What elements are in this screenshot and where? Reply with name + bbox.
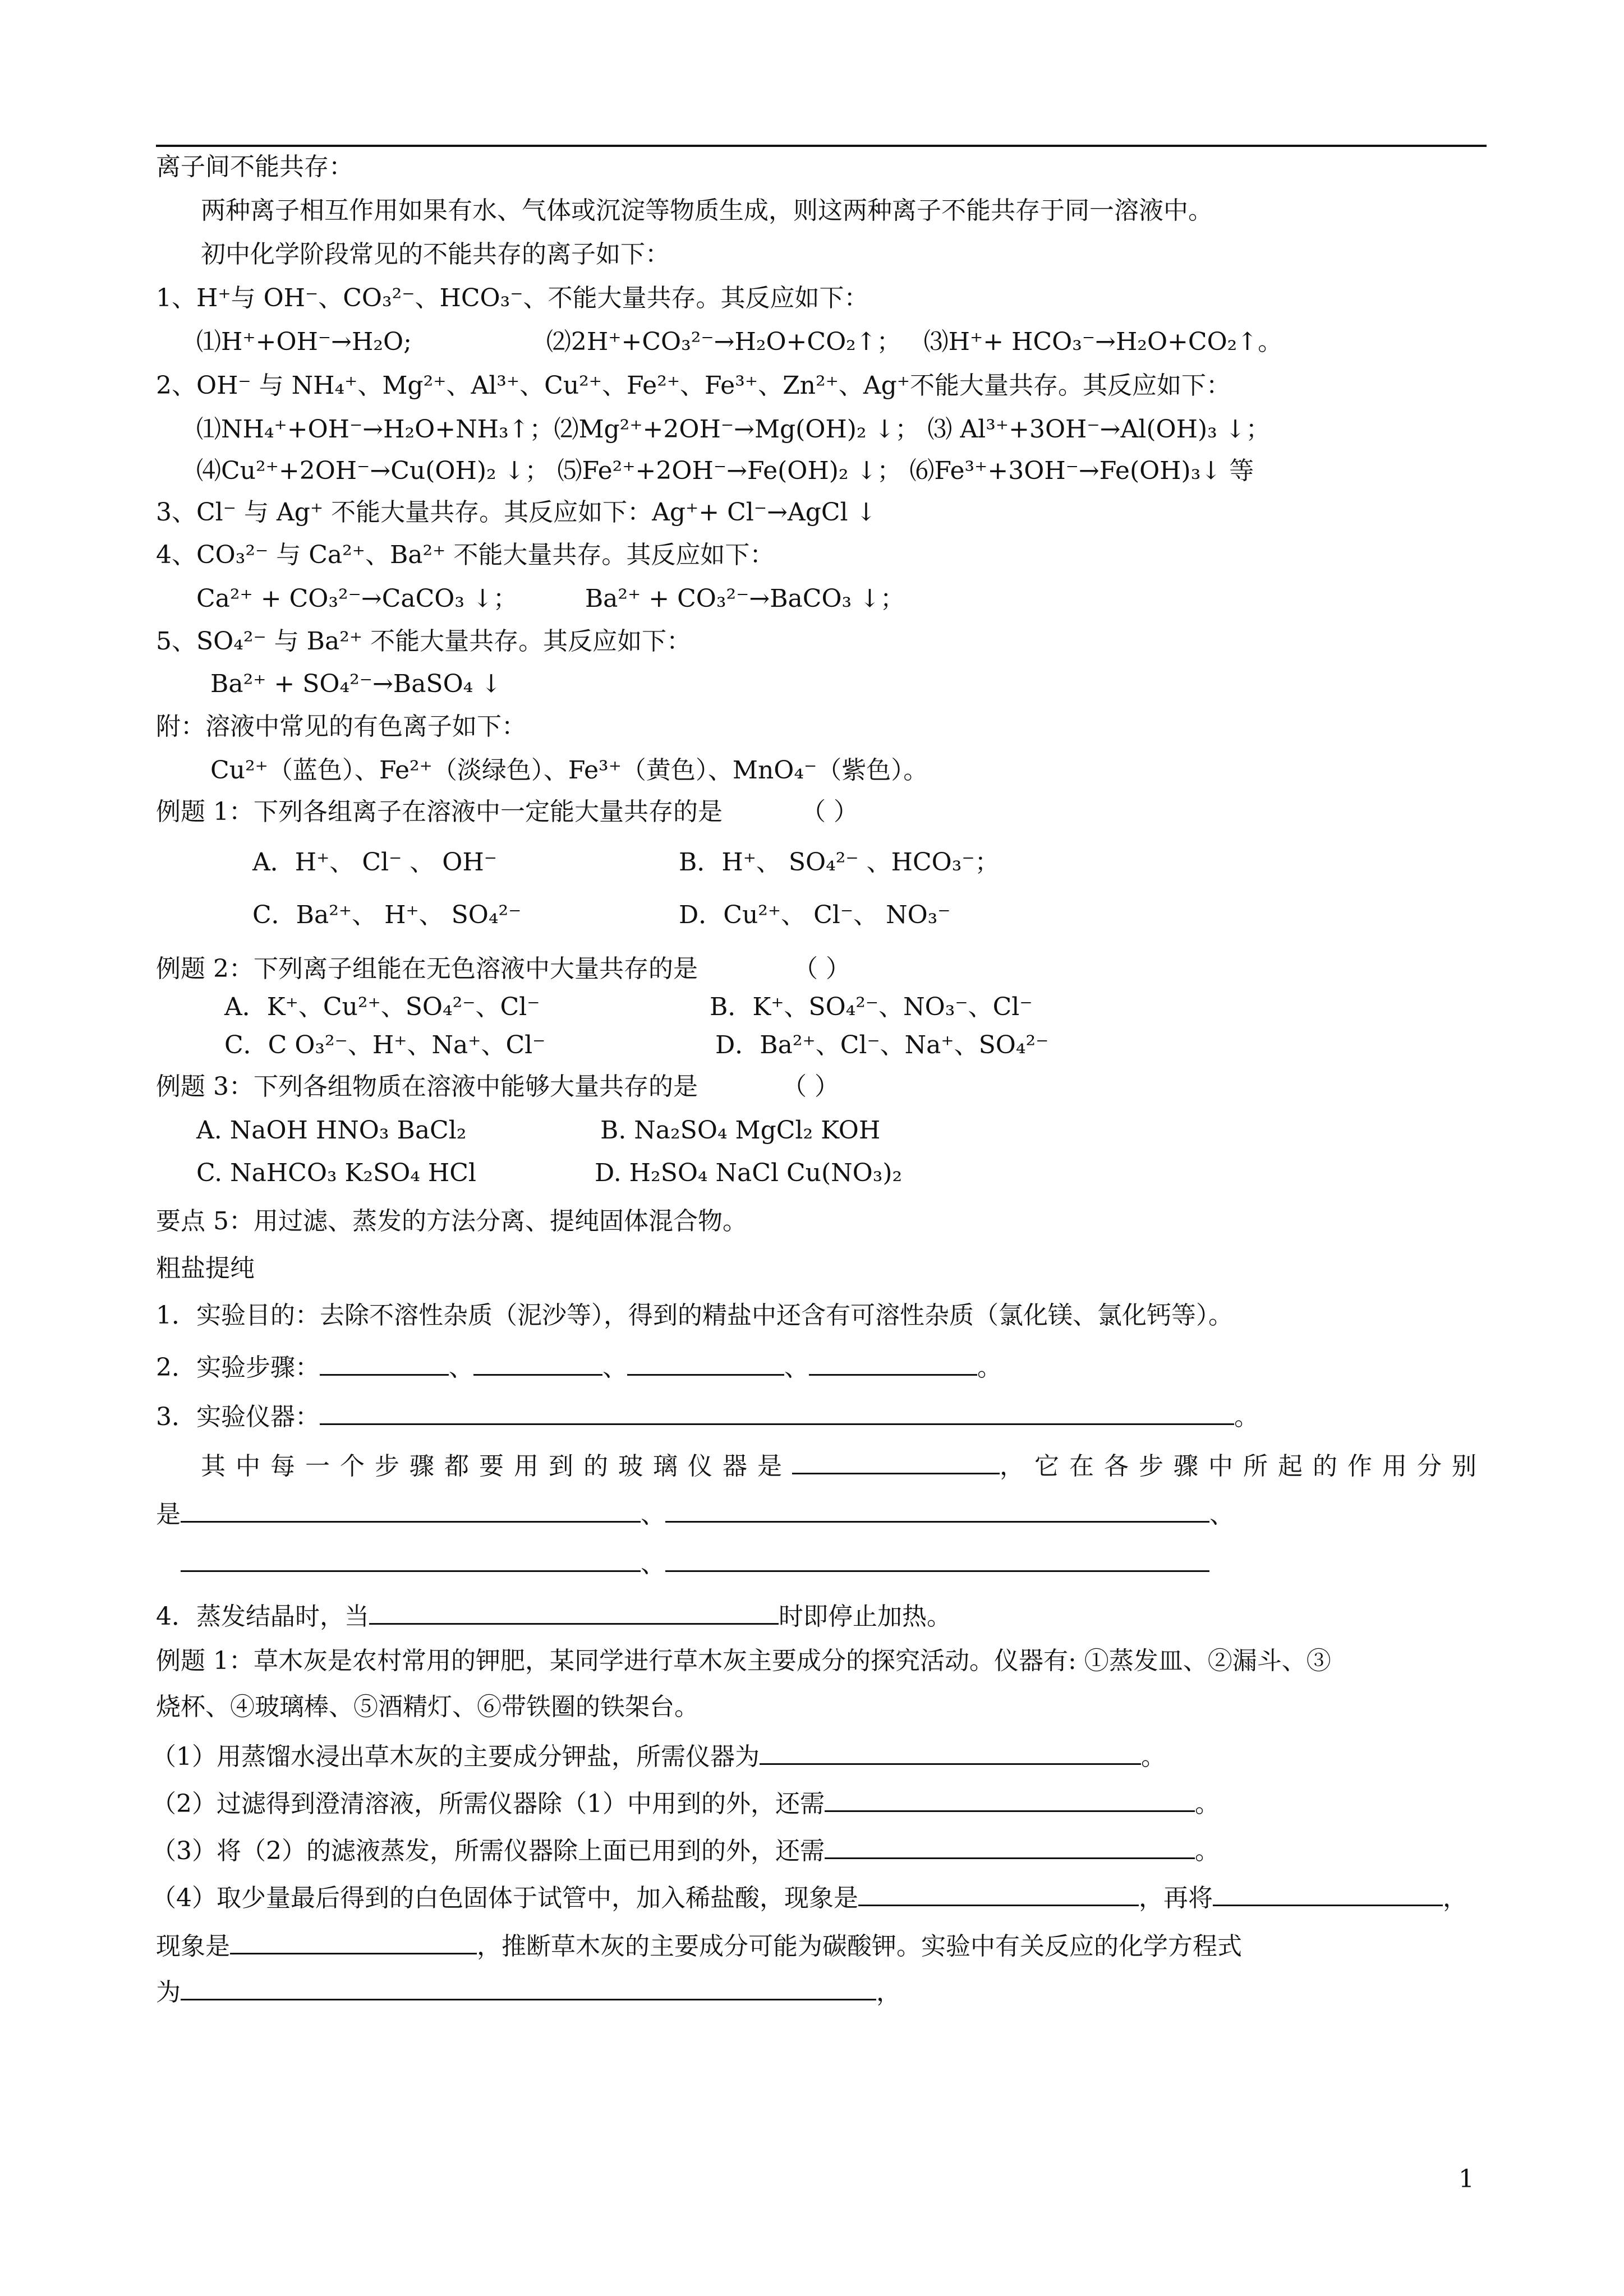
evaporation-question: 4．蒸发结晶时，当 时即停止加热。 xyxy=(156,1598,951,1633)
equation: Ba²⁺ + CO₃²⁻→BaCO₃ ↓； xyxy=(585,584,905,613)
sub-question-3: （3）将（2）的滤液蒸发，所需仪器除上面已用到的外，还需 。 xyxy=(151,1833,1220,1867)
example-2-question xyxy=(156,953,850,985)
fill-blank[interactable] xyxy=(473,1349,602,1376)
equation: ⑴H⁺+OH⁻→H₂O; xyxy=(196,328,412,356)
instruments-label: 3．实验仪器： xyxy=(156,1403,320,1431)
fill-blank[interactable] xyxy=(320,1399,1234,1425)
experiment-instruments: 3．实验仪器： 。 xyxy=(156,1399,1259,1433)
rule-1-equations xyxy=(196,326,1282,358)
fill-blank[interactable] xyxy=(858,1880,1139,1906)
equation: Ca²⁺ + CO₃²⁻→CaCO₃ ↓； xyxy=(196,584,518,613)
option-c: C．Ba²⁺、 H⁺、 SO₄²⁻ xyxy=(252,901,522,929)
answer-paren: （ ） xyxy=(793,955,850,983)
option-a: A．K⁺、Cu²⁺、SO₄²⁻、Cl⁻ xyxy=(224,993,540,1021)
experiment-purpose: 1．实验目的：去除不溶性杂质（泥沙等），得到的精盐中还含有可溶性杂质（氯化镁、氯化钙等）。 xyxy=(156,1301,1233,1330)
intro-text-2: 初中化学阶段常见的不能共存的离子如下： xyxy=(201,240,670,269)
option-d: D. H₂SO₄ NaCl Cu(NO₃)₂ xyxy=(595,1159,903,1187)
equation: ⑵2H⁺+CO₃²⁻→H₂O+CO₂↑； xyxy=(546,328,901,356)
option-b: B. Na₂SO₄ MgCl₂ KOH xyxy=(600,1116,881,1145)
option-b: B．H⁺、 SO₄²⁻ 、HCO₃⁻； xyxy=(679,848,1000,877)
steps-label: 2．实验步骤： xyxy=(156,1353,320,1382)
answer-paren: （ ） xyxy=(781,1072,839,1101)
function-blanks-1: 是 、 、 xyxy=(156,1496,1234,1530)
rule-4-heading: 4、CO₃²⁻ 与 Ca²⁺、Ba²⁺ 不能大量共存。其反应如下： xyxy=(156,541,775,569)
fill-blank[interactable] xyxy=(665,1546,1209,1572)
example-1-question xyxy=(156,796,858,828)
fill-blank[interactable] xyxy=(792,1448,1000,1474)
fill-blank[interactable] xyxy=(1213,1880,1443,1906)
fill-blank[interactable] xyxy=(369,1598,779,1625)
equation: ⑶H⁺+ HCO₃⁻→H₂O+CO₂↑。 xyxy=(923,328,1283,356)
rule-4-equations xyxy=(196,583,905,615)
question-text: 例题 1：下列各组离子在溶液中一定能大量共存的是 xyxy=(156,797,723,826)
fill-blank[interactable] xyxy=(825,1833,1195,1859)
sub-question-2: （2）过滤得到澄清溶液，所需仪器除（1）中用到的外，还需 。 xyxy=(151,1786,1220,1820)
section-title: 离子间不能共存： xyxy=(156,153,353,181)
function-blanks-2: 、 xyxy=(156,1546,1209,1580)
option-a: A．H⁺、 Cl⁻ 、 OH⁻ xyxy=(252,848,497,877)
fill-blank[interactable] xyxy=(320,1349,449,1376)
sub-question-1: （1）用蒸馏水浸出草木灰的主要成分钾盐，所需仪器为 。 xyxy=(151,1739,1166,1773)
appendix-heading: 附：溶液中常见的有色离子如下： xyxy=(156,712,526,741)
option-c: C. NaHCO₃ K₂SO₄ HCl xyxy=(196,1159,476,1187)
rule-3: 3、Cl⁻ 与 Ag⁺ 不能大量共存。其反应如下：Ag⁺+ Cl⁻→AgCl ↓ xyxy=(156,498,877,527)
rule-2-equations-b: ⑷Cu²⁺+2OH⁻→Cu(OH)₂ ↓； ⑸Fe²⁺+2OH⁻→Fe(OH)₂ ↓； ⑹Fe³⁺+3OH⁻→Fe(OH)₃↓ 等 xyxy=(196,457,1254,485)
fill-blank[interactable] xyxy=(230,1928,477,1954)
page-number: 1 xyxy=(1459,2165,1474,2193)
example-4-line-1: 例题 1：草木灰是农村常用的钾肥，某同学进行草木灰主要成分的探究活动。仪器有: ①蒸发皿、②漏斗、③ xyxy=(156,1647,1331,1675)
fill-blank[interactable] xyxy=(181,1974,876,2000)
colored-ions: Cu²⁺（蓝色）、Fe²⁺（淡绿色）、Fe³⁺（黄色）、MnO₄⁻（紫色）。 xyxy=(210,756,928,785)
header-rule xyxy=(156,145,1487,147)
experiment-steps: 2．实验步骤： 、 、 、 。 xyxy=(156,1349,1002,1384)
question-text: 例题 3：下列各组物质在溶液中能够大量共存的是 xyxy=(156,1072,698,1101)
key-point-5: 要点 5：用过滤、蒸发的方法分离、提纯固体混合物。 xyxy=(156,1207,747,1235)
rule-5-heading: 5、SO₄²⁻ 与 Ba²⁺ 不能大量共存。其反应如下： xyxy=(156,627,692,656)
sub-question-4-line-2: 现象是 ，推断草木灰的主要成分可能为碳酸钾。实验中有关反应的化学方程式 xyxy=(156,1928,1242,1962)
rule-2-equations-a: ⑴NH₄⁺+OH⁻→H₂O+NH₃↑；⑵Mg²⁺+2OH⁻→Mg(OH)₂ ↓； ⑶ Al³⁺+3OH⁻→Al(OH)₃ ↓； xyxy=(196,415,1271,444)
fill-blank[interactable] xyxy=(627,1349,784,1376)
salt-purification-title: 粗盐提纯 xyxy=(156,1254,255,1283)
option-d: D．Cu²⁺、 Cl⁻、 NO₃⁻ xyxy=(679,901,951,929)
option-c: C．C O₃²⁻、H⁺、Na⁺、Cl⁻ xyxy=(224,1031,546,1059)
fill-blank[interactable] xyxy=(825,1786,1195,1812)
question-text: 例题 2：下列离子组能在无色溶液中大量共存的是 xyxy=(156,955,698,983)
sub-question-4-line-3: 为 ， xyxy=(156,1974,901,2008)
rule-2-heading: 2、OH⁻ 与 NH₄⁺、Mg²⁺、Al³⁺、Cu²⁺、Fe²⁺、Fe³⁺、Zn²⁺、Ag⁺不能大量共存。其反应如下： xyxy=(156,371,1231,400)
option-b: B．K⁺、SO₄²⁻、NO₃⁻、Cl⁻ xyxy=(710,993,1033,1021)
rule-1-heading: 1、H⁺与 OH⁻、CO₃²⁻、HCO₃⁻、不能大量共存。其反应如下： xyxy=(156,284,869,312)
fill-blank[interactable] xyxy=(760,1739,1141,1765)
intro-text: 两种离子相互作用如果有水、气体或沉淀等物质生成，则这两种离子不能共存于同一溶液中。 xyxy=(201,196,1213,225)
glass-instrument-question: 其中每一个步骤都要用到的玻璃仪器是 ，它在各步骤中所起的作用分别 xyxy=(201,1448,1487,1482)
fill-blank[interactable] xyxy=(665,1496,1209,1523)
fill-blank[interactable] xyxy=(181,1546,641,1572)
answer-paren: （ ） xyxy=(801,797,858,826)
option-d: D．Ba²⁺、Cl⁻、Na⁺、SO₄²⁻ xyxy=(715,1031,1049,1059)
example-3-question xyxy=(156,1071,839,1103)
fill-blank[interactable] xyxy=(809,1349,977,1376)
sub-question-4: （4）取少量最后得到的白色固体于试管中，加入稀盐酸，现象是 ，再将 ， xyxy=(151,1880,1467,1914)
option-a: A. NaOH HNO₃ BaCl₂ xyxy=(196,1116,467,1145)
rule-5-equation: Ba²⁺ + SO₄²⁻→BaSO₄ ↓ xyxy=(210,670,502,698)
fill-blank[interactable] xyxy=(181,1496,641,1523)
example-4-line-2: 烧杯、④玻璃棒、⑤酒精灯、⑥带铁圈的铁架台。 xyxy=(156,1693,699,1721)
